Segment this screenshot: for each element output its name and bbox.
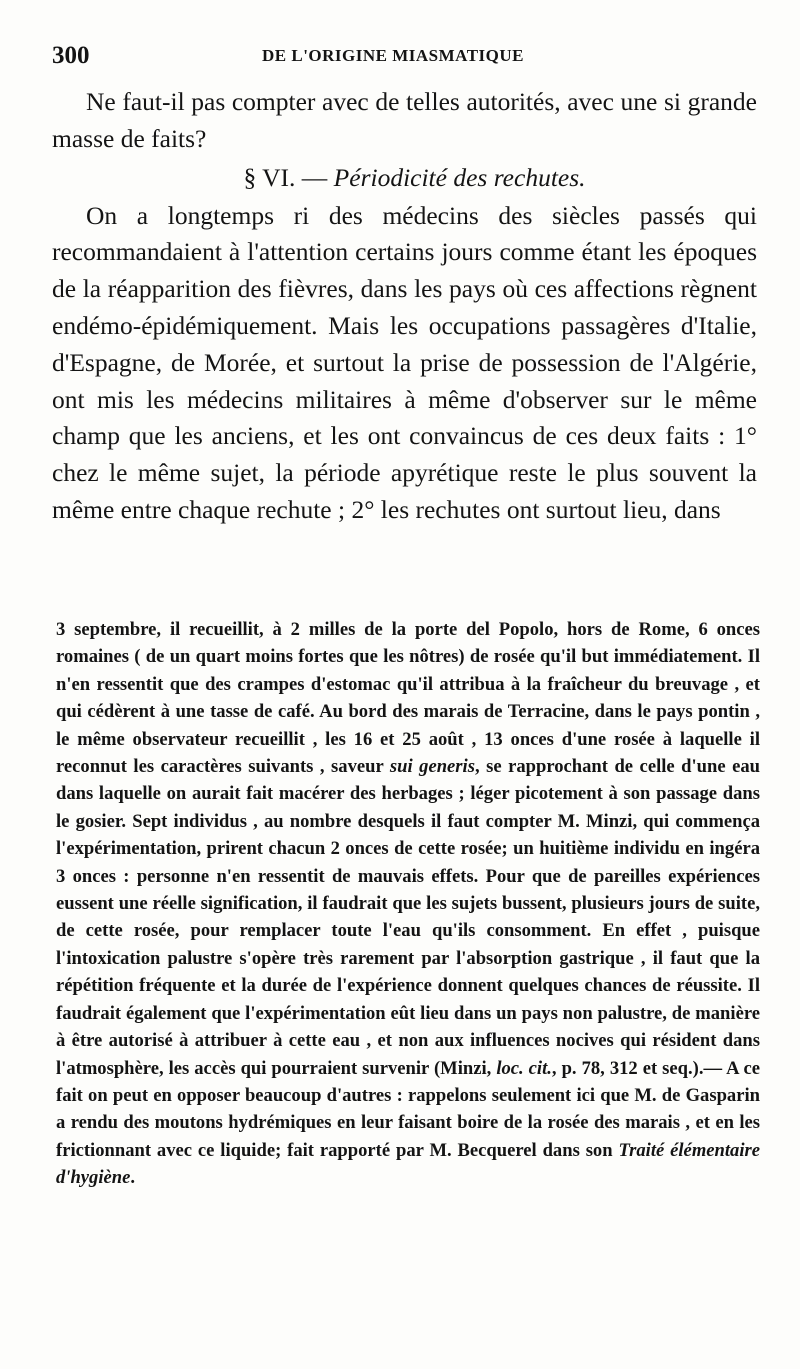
footnote-italic-1: sui generis <box>389 756 475 778</box>
footnote-end: . <box>130 1167 136 1189</box>
intro-paragraph: Ne faut-il pas compter avec de telles autorités, avec une si grande masse de faits? <box>52 87 757 153</box>
page-header <box>52 42 757 72</box>
running-title: DE L'ORIGINE MIASMATIQUE <box>262 46 524 65</box>
main-text <box>52 84 757 529</box>
section-title: Périodicité des rechutes. <box>333 162 586 192</box>
main-paragraph: On a longtemps ri des médecins des siècles passés qui recommandaient à l'attention certains jours comme étant les époques de la réapparition des fièvres, dans les pays où ces affections règnent endémo-épidémiquement. Mais les occupations passagères d'Italie, d'Espagne, de Morée, et surtout la prise de possession de l'Algérie, ont mis les médecins militaires à même d'observer sur le même champ que les anciens, et les ont convaincus de ces deux faits : 1° chez le même sujet, la période apyrétique reste le plus souvent la même entre chaque rechute ; 2° les rechutes ont surtout lieu, dans <box>52 200 757 524</box>
section-heading <box>52 158 757 198</box>
footnote-part-2: , se rapprochant de celle d'une eau dans laquelle on aurait fait macérer des herbages ; léger picotement à son passage dans le gosier. Sept individus , au nombre desquels il faut compter M. Minzi, qui commença l'expérimentation, prirent chacun 2 onces de cette rosée; un huitième individu en ingéra 3 onces : personne n'en ressentit de mauvais effets. Pour que de pareilles expériences eussent une réelle signification, il faudrait que les sujets bussent, plusieurs jours de suite, de cette rosée, pour remplacer toute l'eau qu'ils consomment. En effet , puisque l'intoxication palustre s'opère très rarement par l'absorption gastrique , il faut que la répétition fréquente et la durée de l'expérience donnent quelques chances de réussite. Il faudrait également que l'expérimentation eût lieu dans un pays non palustre, de manière à être autorisé à attribuer à cette eau , et non aux influences nocives qui résident dans l'atmosphère, les accès qui pourraient survenir (Minzi, <box>56 756 760 1079</box>
footnote-italic-2: loc. cit. <box>496 1057 552 1079</box>
footnote-paragraph <box>56 616 760 1192</box>
section-number: § VI. — <box>243 162 328 192</box>
footnote-part-1: 3 septembre, il recueillit, à 2 milles de la porte del Popolo, hors de Rome, 6 onces romaines ( de un quart moins fortes que les nôtres) de rosée qu'il but immédiatement. Il n'en ressentit que des crampes d'estomac qu'il attribua à la fraîcheur du breuvage , et qui cédèrent à une tasse de café. Au bord des marais de Terracine, dans le pays pontin , le même observateur recueillit , les 16 et 25 août , 13 onces d'une rosée à laquelle il reconnut les caractères suivants , saveur <box>56 619 760 778</box>
page-number: 300 <box>52 42 90 69</box>
footnote-text <box>56 616 760 1192</box>
footnote-part-3: , p. 78, 312 et seq.).— A ce fait on peut en opposer beaucoup d'autres : rappelons seulement ici que M. de Gasparin a rendu des moutons hydrémiques en leur faisant boire de la rosée des marais , et en les frictionnant avec ce liquide; fait rapporté par M. Becquerel dans son <box>56 1057 760 1161</box>
footnote-italic-3: Traité élémentaire d'hygiène <box>56 1139 760 1189</box>
